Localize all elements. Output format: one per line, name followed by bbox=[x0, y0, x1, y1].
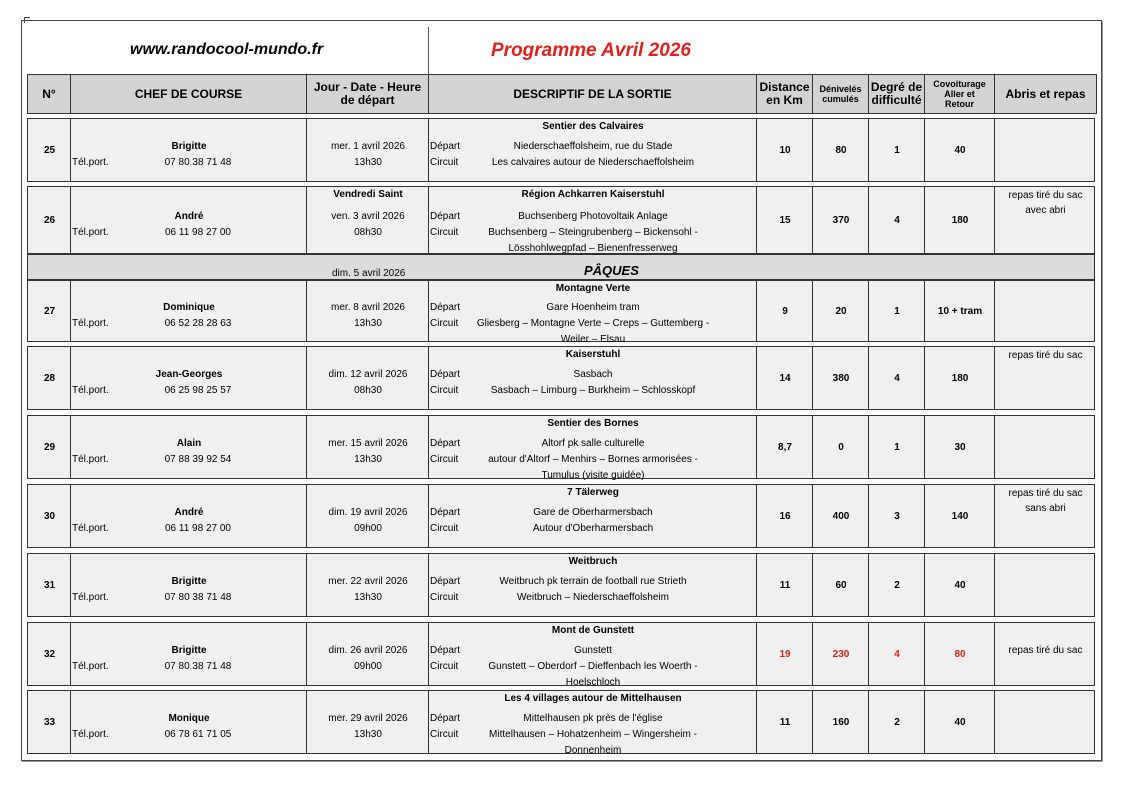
outing-date: mer. 22 avril 2026 bbox=[328, 576, 408, 587]
covoiturage: 140 bbox=[951, 511, 969, 522]
abris-line1: repas tiré du sac bbox=[1008, 350, 1083, 361]
outing-title: Les 4 villages autour de Mittelhausen bbox=[504, 693, 682, 704]
outing-time: 08h30 bbox=[354, 227, 382, 238]
row-cell bbox=[995, 691, 1096, 753]
abris-line1: repas tiré du sac bbox=[1008, 645, 1083, 656]
col-dist-line2: en Km bbox=[766, 93, 803, 107]
outing-date: mer. 15 avril 2026 bbox=[328, 438, 408, 449]
row-number: 31 bbox=[43, 580, 56, 591]
col-date-line1: Jour - Date - Heure bbox=[313, 80, 422, 94]
phone-label: Tél.port. bbox=[72, 385, 109, 396]
difficulty: 4 bbox=[894, 215, 900, 226]
depart-place: Gare de Oberharmersbach bbox=[533, 507, 653, 518]
circuit-line2: Tumulus (visite guidée) bbox=[541, 470, 645, 481]
distance: 11 bbox=[779, 717, 791, 728]
depart-label: Départ bbox=[430, 645, 461, 656]
row-cell bbox=[995, 554, 1096, 616]
col-diff-line1: Degré de bbox=[870, 80, 923, 94]
outing-date: mer. 29 avril 2026 bbox=[328, 713, 408, 724]
outing-date: dim. 26 avril 2026 bbox=[328, 645, 408, 656]
chef-name: Brigitte bbox=[171, 645, 207, 656]
difficulty: 3 bbox=[894, 511, 900, 522]
row-cell bbox=[995, 281, 1096, 341]
denivele: 20 bbox=[835, 306, 847, 317]
abris-line1: repas tiré du sac bbox=[1008, 190, 1083, 201]
circuit-line1: autour d'Altorf – Menhirs – Bornes armorisées - bbox=[488, 454, 698, 465]
phone-label: Tél.port. bbox=[72, 454, 109, 465]
col-abris: Abris et repas bbox=[1005, 86, 1086, 101]
table-row bbox=[27, 415, 1095, 479]
row-cell bbox=[995, 416, 1096, 478]
difficulty: 4 bbox=[894, 649, 900, 660]
distance: 9 bbox=[782, 306, 788, 317]
row-cell bbox=[995, 119, 1096, 181]
circuit-label: Circuit bbox=[430, 318, 459, 329]
difficulty: 4 bbox=[894, 373, 900, 384]
circuit-line2: Lösshohlwegpfad – Bienenfresserweg bbox=[508, 243, 678, 254]
difficulty: 1 bbox=[894, 145, 900, 156]
table-row bbox=[27, 280, 1095, 345]
col-chef: CHEF DE COURSE bbox=[71, 75, 307, 113]
depart-label: Départ bbox=[430, 507, 461, 518]
table-row bbox=[27, 118, 1095, 182]
table-header bbox=[27, 74, 1097, 114]
depart-label: Départ bbox=[430, 438, 461, 449]
row-number: 33 bbox=[43, 717, 56, 728]
circuit-label: Circuit bbox=[430, 157, 459, 168]
chef-phone: 06 78 61 71 05 bbox=[164, 729, 232, 740]
distance: 10 bbox=[779, 145, 791, 156]
row-number: 29 bbox=[43, 442, 56, 453]
program-title: Programme Avril 2026 bbox=[491, 40, 691, 61]
col-covoit bbox=[925, 75, 995, 113]
col-desc: DESCRIPTIF DE LA SORTIE bbox=[429, 75, 757, 113]
phone-label: Tél.port. bbox=[72, 523, 109, 534]
denivele: 160 bbox=[832, 717, 850, 728]
col-dist-line1: Distance bbox=[759, 80, 810, 94]
denivele: 400 bbox=[832, 511, 850, 522]
covoiturage: 40 bbox=[954, 145, 966, 156]
circuit-line1: Les calvaires autour de Niederschaeffolsheim bbox=[491, 157, 695, 168]
row-number: 27 bbox=[43, 306, 56, 317]
row-number: 25 bbox=[43, 145, 56, 156]
outing-date: mer. 8 avril 2026 bbox=[331, 302, 405, 313]
difficulty: 2 bbox=[894, 717, 900, 728]
outing-title: Sentier des Bornes bbox=[547, 418, 639, 429]
col-num: N° bbox=[28, 75, 71, 113]
depart-place: Weitbruch pk terrain de football rue Strieth bbox=[499, 576, 687, 587]
distance: 14 bbox=[779, 373, 791, 384]
outing-time: 13h30 bbox=[354, 592, 382, 603]
denivele: 80 bbox=[835, 145, 847, 156]
outing-time: 13h30 bbox=[354, 157, 382, 168]
outing-title: Weitbruch bbox=[568, 556, 618, 567]
distance: 11 bbox=[779, 580, 791, 591]
circuit-label: Circuit bbox=[430, 227, 459, 238]
depart-place: Sasbach bbox=[573, 369, 613, 380]
circuit-label: Circuit bbox=[430, 523, 459, 534]
distance: 16 bbox=[779, 511, 791, 522]
covoiturage: 30 bbox=[954, 442, 966, 453]
depart-place: Gare Hoenheim tram bbox=[546, 302, 640, 313]
abris-line2: sans abri bbox=[1025, 503, 1066, 514]
depart-label: Départ bbox=[430, 302, 461, 313]
phone-label: Tél.port. bbox=[72, 227, 109, 238]
circuit-line2: Weiler – Elsau bbox=[560, 334, 626, 345]
covoiturage: 180 bbox=[951, 373, 969, 384]
chef-name: Monique bbox=[168, 713, 210, 724]
distance: 19 bbox=[779, 649, 791, 660]
phone-label: Tél.port. bbox=[72, 318, 109, 329]
date-extra: Vendredi Saint bbox=[333, 189, 403, 200]
site-url[interactable]: www.randocool-mundo.fr bbox=[130, 41, 324, 58]
outing-time: 13h30 bbox=[354, 729, 382, 740]
chef-phone: 06 25 98 25 57 bbox=[164, 385, 232, 396]
chef-name: Brigitte bbox=[171, 576, 207, 587]
col-deniv bbox=[813, 75, 869, 113]
table-row bbox=[27, 622, 1095, 686]
denivele: 60 bbox=[835, 580, 847, 591]
chef-phone: 06 52 28 28 63 bbox=[164, 318, 232, 329]
denivele: 230 bbox=[832, 649, 850, 660]
table-row bbox=[27, 553, 1095, 617]
covoiturage: 40 bbox=[954, 580, 966, 591]
circuit-line2: Donnenheim bbox=[564, 745, 622, 756]
covoiturage: 10 + tram bbox=[937, 306, 983, 317]
chef-phone: 07 88 39 92 54 bbox=[164, 454, 232, 465]
col-deniv-line1: Dénivelés bbox=[819, 84, 862, 94]
col-date bbox=[307, 75, 429, 113]
circuit-line1: Gliesberg – Montagne Verte – Creps – Guttemberg - bbox=[476, 318, 710, 329]
outing-time: 09h00 bbox=[354, 661, 382, 672]
table-row bbox=[27, 186, 1095, 254]
depart-label: Départ bbox=[430, 211, 461, 222]
chef-phone: 07 80 38 71 48 bbox=[164, 661, 232, 672]
outing-date: mer. 1 avril 2026 bbox=[331, 141, 405, 152]
circuit-line1: Gunstett – Oberdorf – Dieffenbach les Woerth - bbox=[488, 661, 698, 672]
col-date-line2: de départ bbox=[340, 93, 395, 107]
circuit-line1: Autour d'Oberharmersbach bbox=[532, 523, 654, 534]
outing-title: 7 Tälerweg bbox=[567, 487, 619, 498]
outing-title: Kaiserstuhl bbox=[565, 349, 621, 360]
chef-name: Dominique bbox=[163, 302, 215, 313]
chef-name: Alain bbox=[176, 438, 202, 449]
covoiturage: 180 bbox=[951, 215, 969, 226]
covoiturage: 80 bbox=[954, 649, 966, 660]
paques-title: PÂQUES bbox=[584, 263, 639, 278]
table-row bbox=[27, 484, 1095, 548]
abris-line2: avec abri bbox=[1025, 205, 1066, 216]
circuit-line1: Weitbruch – Niederschaeffolsheim bbox=[517, 592, 669, 603]
difficulty: 1 bbox=[894, 306, 900, 317]
title-separator bbox=[428, 27, 429, 75]
circuit-label: Circuit bbox=[430, 592, 459, 603]
outing-date: dim. 19 avril 2026 bbox=[328, 507, 408, 518]
chef-phone: 06 11 98 27 00 bbox=[165, 227, 231, 238]
col-diff-line2: difficulté bbox=[871, 93, 922, 107]
phone-label: Tél.port. bbox=[72, 157, 109, 168]
outing-title: Mont de Gunstett bbox=[551, 625, 635, 636]
depart-place: Gunstett bbox=[574, 645, 612, 656]
outing-date: ven. 3 avril 2026 bbox=[331, 211, 405, 222]
difficulty: 1 bbox=[894, 442, 900, 453]
paques-band bbox=[27, 254, 1095, 280]
phone-label: Tél.port. bbox=[72, 729, 109, 740]
col-deniv-line2: cumulés bbox=[822, 94, 859, 104]
outing-time: 08h30 bbox=[354, 385, 382, 396]
phone-label: Tél.port. bbox=[72, 661, 109, 672]
outing-time: 09h00 bbox=[354, 523, 382, 534]
circuit-line1: Mittelhausen – Hohatzenheim – Wingersheim - bbox=[489, 729, 697, 740]
chef-name: André bbox=[174, 507, 204, 518]
depart-label: Départ bbox=[430, 141, 461, 152]
circuit-label: Circuit bbox=[430, 454, 459, 465]
depart-place: Altorf pk salle culturelle bbox=[541, 438, 645, 449]
chef-phone: 06 11 98 27 00 bbox=[165, 523, 231, 534]
col-dist bbox=[757, 75, 813, 113]
depart-place: Mittelhausen pk près de l'église bbox=[523, 713, 663, 724]
chef-name: Brigitte bbox=[171, 141, 207, 152]
depart-label: Départ bbox=[430, 713, 461, 724]
outing-time: 13h30 bbox=[354, 454, 382, 465]
col-covoit-line1: Covoiturage bbox=[933, 79, 986, 89]
depart-place: Buchsenberg Photovoltaik Anlage bbox=[518, 211, 668, 222]
circuit-line1: Sasbach – Limburg – Burkheim – Schlosskopf bbox=[490, 385, 696, 396]
circuit-label: Circuit bbox=[430, 729, 459, 740]
circuit-label: Circuit bbox=[430, 661, 459, 672]
abris-line1: repas tiré du sac bbox=[1008, 488, 1083, 499]
circuit-line2: Hoelschloch bbox=[565, 677, 621, 688]
denivele: 0 bbox=[838, 442, 844, 453]
chef-name: André bbox=[174, 211, 204, 222]
row-number: 32 bbox=[43, 649, 56, 660]
depart-label: Départ bbox=[430, 369, 461, 380]
chef-phone: 07 80 38 71 48 bbox=[164, 157, 232, 168]
row-number: 30 bbox=[43, 511, 56, 522]
chef-name: Jean-Georges bbox=[155, 369, 223, 380]
difficulty: 2 bbox=[894, 580, 900, 591]
paques-date: dim. 5 avril 2026 bbox=[332, 268, 406, 279]
depart-label: Départ bbox=[430, 576, 461, 587]
circuit-label: Circuit bbox=[430, 385, 459, 396]
col-covoit-line3: Retour bbox=[945, 99, 974, 109]
outing-title: Sentier des Calvaires bbox=[542, 121, 644, 132]
row-number: 26 bbox=[43, 215, 56, 226]
outing-title: Région Achkarren Kaiserstuhl bbox=[521, 189, 665, 200]
phone-label: Tél.port. bbox=[72, 592, 109, 603]
outing-time: 13h30 bbox=[354, 318, 382, 329]
outing-date: dim. 12 avril 2026 bbox=[328, 369, 408, 380]
col-covoit-line2: Aller et bbox=[944, 89, 975, 99]
col-diff bbox=[869, 75, 925, 113]
denivele: 370 bbox=[832, 215, 850, 226]
table-row bbox=[27, 346, 1095, 410]
circuit-line1: Buchsenberg – Steingrubenberg – Bickensohl - bbox=[488, 227, 698, 238]
denivele: 380 bbox=[832, 373, 850, 384]
distance: 15 bbox=[779, 215, 791, 226]
row-number: 28 bbox=[43, 373, 56, 384]
chef-phone: 07 80 38 71 48 bbox=[164, 592, 232, 603]
covoiturage: 40 bbox=[954, 717, 966, 728]
distance: 8,7 bbox=[778, 442, 792, 453]
depart-place: Niederschaeffolsheim, rue du Stade bbox=[513, 141, 673, 152]
outing-title: Montagne Verte bbox=[555, 283, 631, 294]
table-row bbox=[27, 690, 1095, 754]
